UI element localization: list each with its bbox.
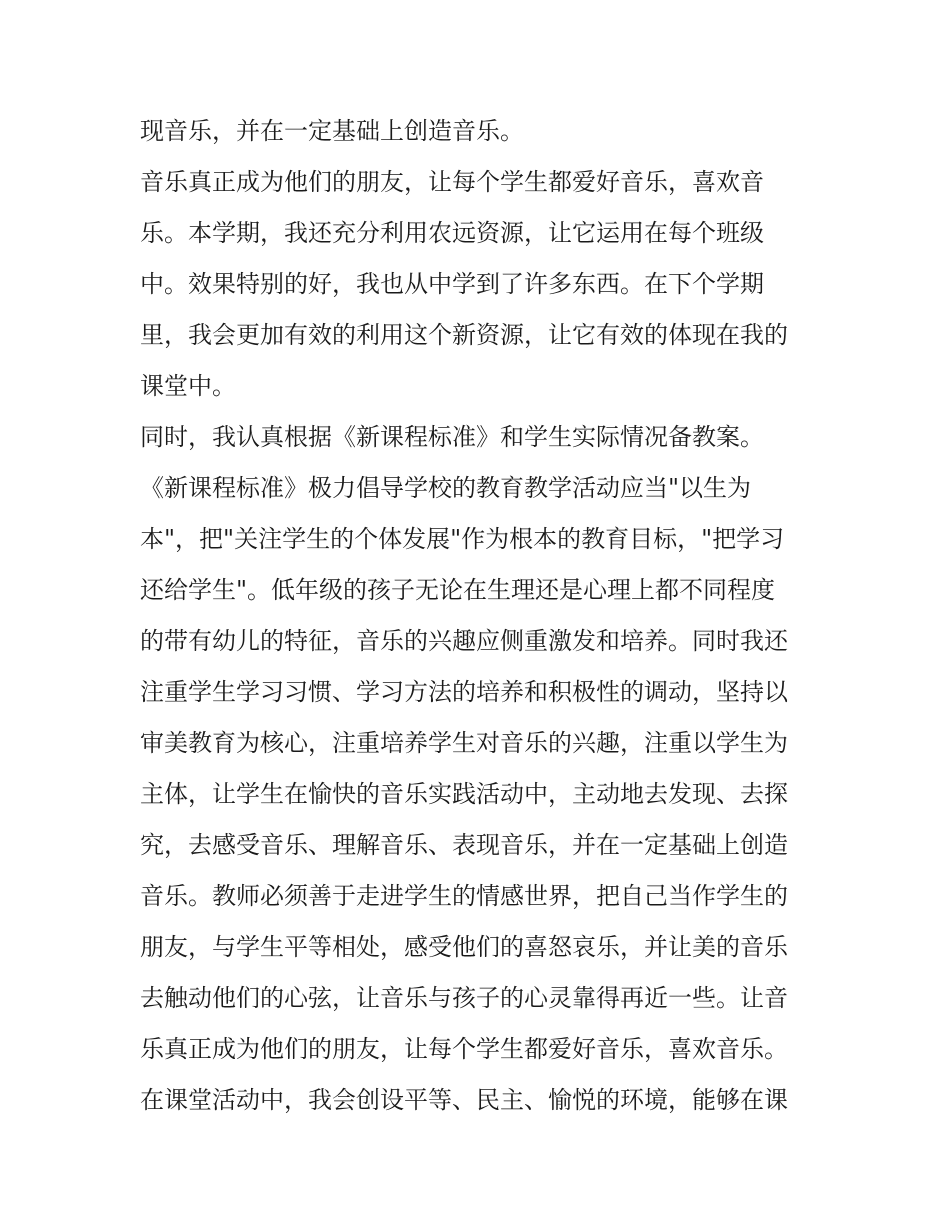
text-line: 注重学生学习习惯、学习方法的培养和积极性的调动，坚持以 xyxy=(140,678,788,706)
text-line: 朋友，与学生平等相处，感受他们的喜怒哀乐，并让美的音乐 xyxy=(140,933,788,961)
text-line: 中。效果特别的好，我也从中学到了许多东西。在下个学期 xyxy=(140,270,764,298)
text-line: 音乐。教师必须善于走进学生的情感世界，把自己当作学生的 xyxy=(140,882,788,910)
text-line: 同时，我认真根据《新课程标准》和学生实际情况备教案。 xyxy=(140,423,764,451)
text-line: 乐真正成为他们的朋友，让每个学生都爱好音乐，喜欢音乐。 xyxy=(140,1035,788,1063)
text-line: 音乐真正成为他们的朋友，让每个学生都爱好音乐，喜欢音 xyxy=(140,168,764,196)
text-line: 里，我会更加有效的利用这个新资源，让它有效的体现在我的 xyxy=(140,321,788,349)
text-line: 《新课程标准》极力倡导学校的教育教学活动应当"以生为 xyxy=(140,474,752,502)
text-line: 本"，把"关注学生的个体发展"作为根本的教育目标，"把学习 xyxy=(140,525,785,553)
text-line: 究，去感受音乐、理解音乐、表现音乐，并在一定基础上创造 xyxy=(140,831,788,859)
text-line: 在课堂活动中，我会创设平等、民主、愉悦的环境，能够在课 xyxy=(140,1086,788,1114)
text-line: 现音乐，并在一定基础上创造音乐。 xyxy=(140,117,524,145)
body-text xyxy=(140,106,830,1126)
text-line: 乐。本学期，我还充分利用农远资源，让它运用在每个班级 xyxy=(140,219,764,247)
text-line: 审美教育为核心，注重培养学生对音乐的兴趣，注重以学生为 xyxy=(140,729,788,757)
text-line: 的带有幼儿的特征，音乐的兴趣应侧重激发和培养。同时我还 xyxy=(140,627,788,655)
text-line: 去触动他们的心弦，让音乐与孩子的心灵靠得再近一些。让音 xyxy=(140,984,788,1012)
text-line: 还给学生"。低年级的孩子无论在生理还是心理上都不同程度 xyxy=(140,576,776,604)
text-line: 主体，让学生在愉快的音乐实践活动中，主动地去发现、去探 xyxy=(140,780,788,808)
text-line: 课堂中。 xyxy=(140,372,236,400)
